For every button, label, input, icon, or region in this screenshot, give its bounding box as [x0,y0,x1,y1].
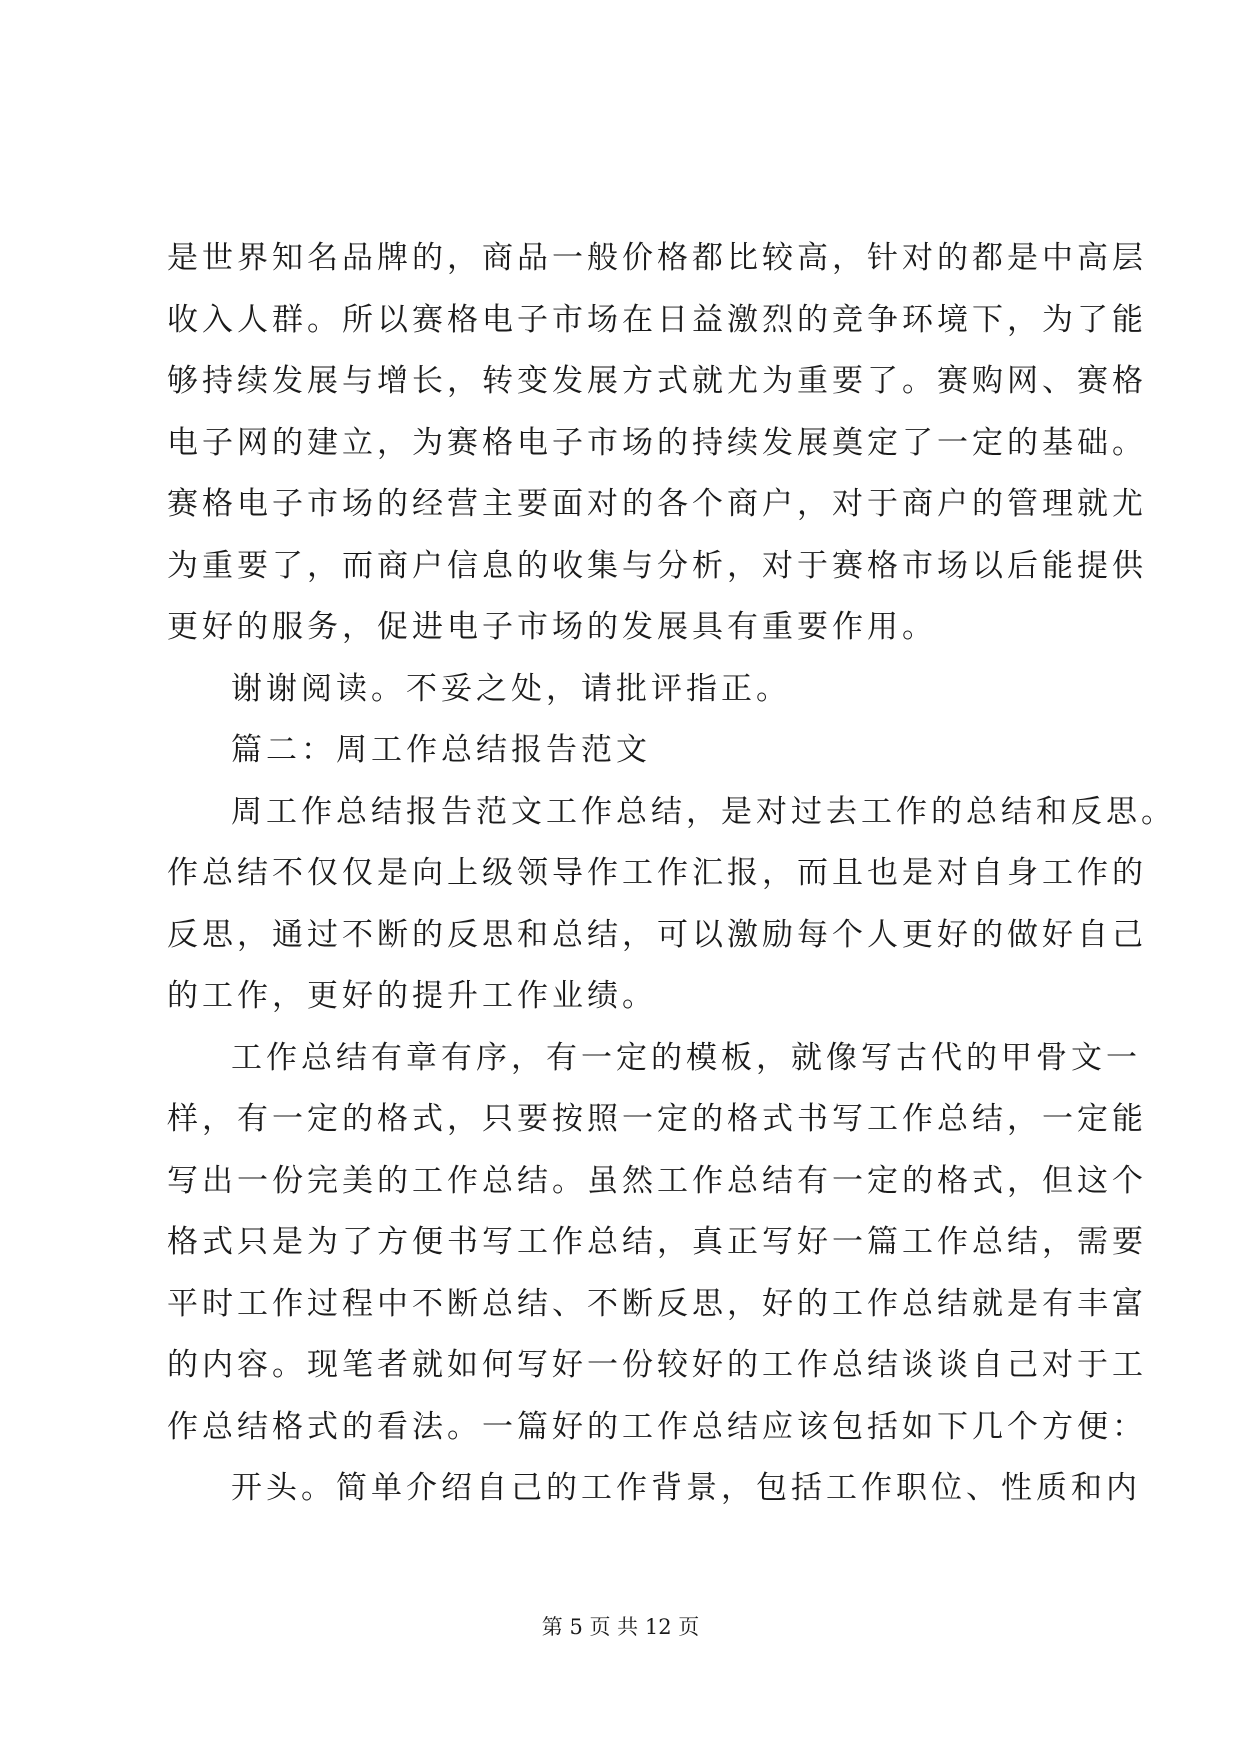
text-line: 作总结不仅仅是向上级领导作工作汇报，而且也是对自身工作的 [167,855,1147,891]
closing-line: 谢谢阅读。不妥之处，请批评指正。 [231,670,791,707]
text-line: 赛格电子市场的经营主要面对的各个商户，对于商户的管理就尤 [167,486,1147,522]
text-line: 为重要了，而商户信息的收集与分析，对于赛格市场以后能提供 [167,547,1147,584]
page-number: 第 5 页 共 12 页 [541,1615,700,1639]
text-line: 格式只是为了方便书写工作总结，真正写好一篇工作总结，需要 [167,1224,1147,1260]
text-line: 更好的服务，促进电子市场的发展具有重要作用。 [167,609,937,645]
text-line: 电子网的建立，为赛格电子市场的持续发展奠定了一定的基础。 [167,424,1147,461]
body-text [167,228,1176,1520]
text-line: 周工作总结报告范文工作总结，是对过去工作的总结和反思。 [231,793,1176,830]
text-line: 样，有一定的格式，只要按照一定的格式书写工作总结，一定能 [167,1101,1147,1137]
text-line: 开头。简单介绍自己的工作背景，包括工作职位、性质和内 [231,1470,1141,1506]
text-line: 的内容。现笔者就如何写好一份较好的工作总结谈谈自己对于工 [167,1347,1147,1383]
text-line: 平时工作过程中不断总结、不断反思，好的工作总结就是有丰富 [167,1285,1147,1322]
text-line: 写出一份完美的工作总结。虽然工作总结有一定的格式，但这个 [167,1162,1147,1199]
text-line: 的工作，更好的提升工作业绩。 [167,978,657,1014]
text-line: 作总结格式的看法。一篇好的工作总结应该包括如下几个方便： [167,1408,1147,1445]
text-line: 收入人群。所以赛格电子市场在日益激烈的竞争环境下，为了能 [167,301,1147,338]
text-line: 工作总结有章有序，有一定的模板，就像写古代的甲骨文一 [231,1039,1141,1076]
page-footer [0,1611,1241,1641]
text-line: 够持续发展与增长，转变发展方式就尤为重要了。赛购网、赛格 [167,363,1147,399]
text-line: 反思，通过不断的反思和总结，可以激励每个人更好的做好自己 [167,916,1147,953]
section-heading: 篇二：周工作总结报告范文 [231,732,651,768]
text-line: 是世界知名品牌的，商品一般价格都比较高，针对的都是中高层 [167,240,1147,276]
